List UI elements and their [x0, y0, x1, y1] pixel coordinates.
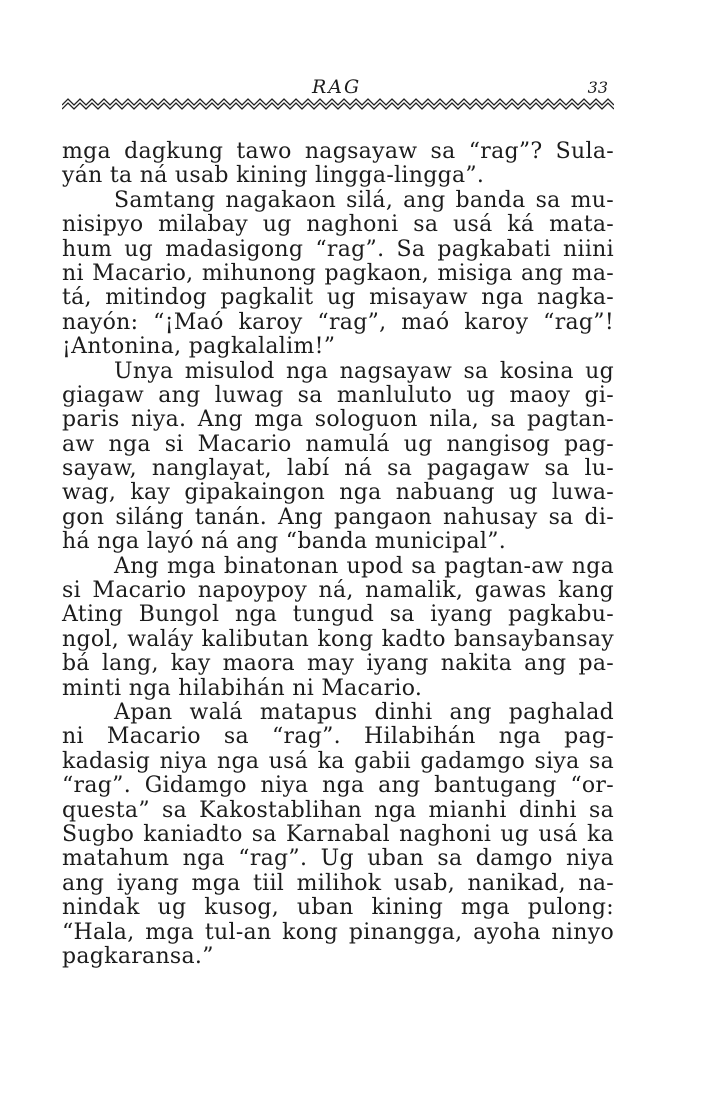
- page-header: [62, 76, 614, 116]
- text-line: ngol, waláy kalibutan kong kadto bansaybansay: [62, 626, 614, 652]
- text-line: nindak ug kusog, uban kining mga pulong:: [62, 895, 614, 921]
- text-line: Samtang nagakaon silá, ang banda sa mu-: [114, 187, 614, 213]
- text-line: “Hala, mga tul-an kong pinangga, ayoha ninyo: [62, 919, 614, 945]
- text-line: gon siláng tanán. Ang pangaon nahusay sa di-: [62, 504, 614, 530]
- text-line: Ating Bungol nga tungud sa iyang pagkabu-: [62, 602, 614, 628]
- text-line: matahum nga “rag”. Ug uban sa damgo niya: [62, 846, 614, 872]
- text-line: mga dagkung tawo nagsayaw sa “rag”? Sula-: [62, 139, 614, 164]
- text-line: nisipyo milabay ug naghoni sa usá ká mata-: [62, 212, 614, 238]
- text-line: wag, kay gipakaingon nga nabuang ug luwa-: [62, 480, 614, 506]
- text-line: giagaw ang luwag sa manluluto ug maoy gi-: [62, 382, 614, 408]
- text-line: tá, mitindog pagkalit ug misayaw nga nagka-: [62, 285, 614, 311]
- text-line: Sugbo kaniadto sa Karnabal naghoni ug usá ka: [62, 821, 614, 847]
- text-line: yán ta ná usab kining lingga-lingga”.: [62, 163, 485, 189]
- text-line: ni Macario, mihunong pagkaon, misiga ang ma-: [62, 260, 614, 286]
- text-line: kadasig niya nga usá ka gabii gadamgo siya sa: [62, 748, 614, 774]
- text-line: pagkaransa.”: [62, 943, 214, 969]
- body-text: [62, 140, 614, 969]
- text-line: ¡Antonina, pagkalalim!”: [62, 334, 336, 360]
- text-line: minti nga hilabihán ni Macario.: [62, 675, 423, 701]
- text-line: aw nga si Macario namulá ug nangisog pag-: [62, 431, 614, 457]
- text-line: Ang mga binatonan upod sa pagtan-aw nga: [114, 553, 614, 579]
- text-line: hum ug madasigong “rag”. Sa pagkabati niini: [62, 236, 614, 262]
- page-number: 33: [587, 78, 608, 97]
- text-line: nayón: “¡Maó karoy “rag”, maó karoy “rag”!: [62, 309, 614, 335]
- ornamental-rule: [62, 97, 614, 111]
- text-line: si Macario napoypoy ná, namalik, gawas kang: [62, 578, 614, 604]
- text-line: ni Macario sa “rag”. Hilabihán nga pag-: [62, 724, 614, 750]
- text-line: Unya misulod nga nagsayaw sa kosina ug: [114, 358, 614, 384]
- text-line: bá lang, kay maora may iyang nakita ang pa-: [62, 651, 614, 677]
- text-line: Apan walá matapus dinhi ang paghalad: [114, 699, 614, 725]
- text-line: sayaw, nanglayat, labí ná sa pagagaw sa lu-: [62, 456, 614, 482]
- text-line: há nga layó ná ang “banda municipal”.: [62, 529, 507, 555]
- running-head: RAG: [312, 76, 362, 98]
- text-line: questa” sa Kakostablihan nga mianhi dinhi sa: [62, 797, 614, 823]
- text-line: ang iyang mga tiil milihok usab, nanikad, na-: [62, 870, 614, 896]
- text-line: paris niya. Ang mga sologuon nila, sa pagtan-: [62, 407, 614, 433]
- text-line: “rag”. Gidamgo niya nga ang bantugang “or-: [62, 773, 614, 799]
